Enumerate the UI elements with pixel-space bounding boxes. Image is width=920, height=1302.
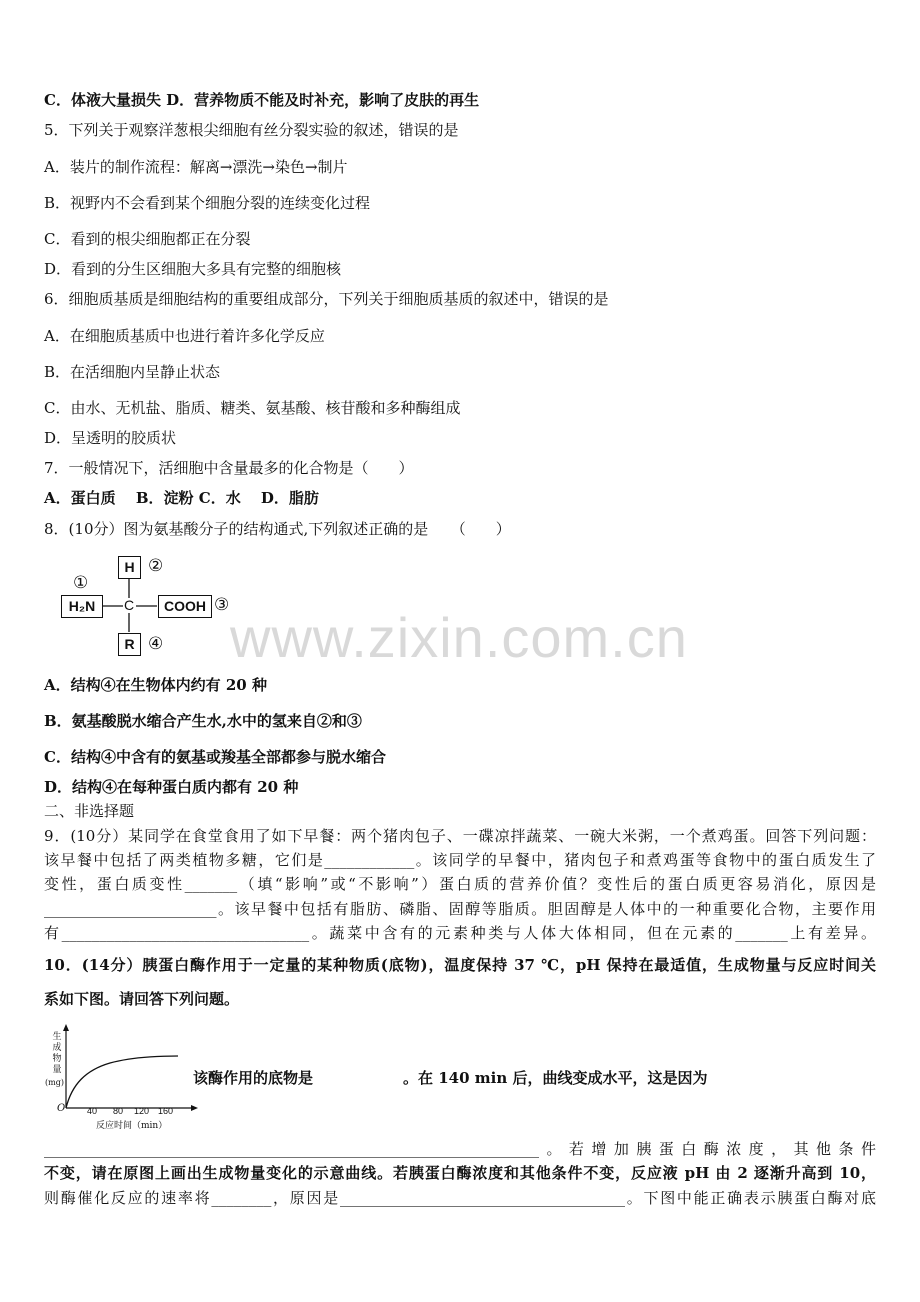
q9-line-2: 该早餐中包括了两类植物多糖，它们是____________。该同学的早餐中，猪肉包子和煮鸡蛋等食物中的蛋白质发生了 [44,851,876,869]
q9-line-4: _______________________。该早餐中包括有脂肪、磷脂、固醇等脂质。胆固醇是人体中的一种重要化合物，主要作用 [44,900,876,918]
amino-group-box: H₂N [61,595,103,618]
q6-option-a: A．在细胞质基质中也进行着许多化学反应 [44,327,325,345]
q6-option-c: C．由水、无机盐、脂质、糖类、氨基酸、核苷酸和多种酶组成 [44,399,461,417]
x-tick: 80 [113,1106,124,1116]
question-8: 8．(10分）图为氨基酸分子的结构通式,下列叙述正确的是 （ ） [44,520,511,538]
q10-line-2: 系如下图。请回答下列问题。 [44,990,240,1008]
q10-inline-text: 该酶作用的底物是 。在 140 min 后，曲线变成水平，这是因为 [193,1069,708,1087]
q6-option-b: B．在活细胞内呈静止状态 [44,363,221,381]
x-tick: 160 [158,1106,174,1116]
q8-option-b: B．氨基酸脱水缩合产生水,水中的氢来自②和③ [44,712,362,730]
question-7: 7．一般情况下，活细胞中含量最多的化合物是（ ） [44,459,414,477]
question-5: 5．下列关于观察洋葱根尖细胞有丝分裂实验的叙述，错误的是 [44,121,459,139]
q8-option-a: A．结构④在生物体内约有 20 种 [44,676,267,694]
q9-line-5: 有_________________________________。蔬菜中含有的元素种类与人体大体相同，但在元素的_______上有差异。 [44,924,876,942]
q5-option-b: B．视野内不会看到某个细胞分裂的连续变化过程 [44,194,371,212]
ylabel-char: 生 [52,1032,62,1042]
label-2: ② [148,556,164,576]
label-4: ④ [148,634,164,654]
x-tick: 40 [87,1106,98,1116]
q8-option-d: D．结构④在每种蛋白质内都有 20 种 [44,778,299,796]
x-tick: 120 [134,1106,150,1116]
graph-origin: O [57,1103,66,1114]
q5-option-d: D．看到的分生区细胞大多具有完整的细胞核 [44,260,342,278]
ylabel-char: 量 [52,1065,62,1075]
ylabel-char: 物 [52,1054,62,1064]
q4-options-cd: C．体液大量损失 D．营养物质不能及时补充，影响了皮肤的再生 [44,91,480,109]
label-1: ① [73,573,89,593]
q10-line-1: 10．(14分）胰蛋白酶作用于一定量的某种物质(底物)，温度保持 37 ℃，pH 保持在最适值，生成物量与反应时间关 [44,956,876,974]
hydrogen-box: H [118,556,141,579]
q9-line-3: 变性，蛋白质变性_______（填“影响”或“不影响”）蛋白质的营养价值？变性后的蛋白质更容易消化，原因是 [44,875,876,893]
q9-line-1: 9．(10分）某同学在食堂食用了如下早餐：两个猪肉包子、一碟凉拌蔬菜、一碗大米粥，一个煮鸡蛋。回答下列问题： [44,827,876,845]
q7-options: A．蛋白质 B．淀粉 C．水 D．脂肪 [44,489,319,507]
q8-option-c: C．结构④中含有的氨基或羧基全部都参与脱水缩合 [44,748,386,766]
q10-line-4: 不变，请在原图上画出生成物量变化的示意曲线。若胰蛋白酶浓度和其他条件不变，反应液 pH 由 2 逐渐升高到 10， [44,1164,876,1182]
ylabel-char: 成 [52,1043,62,1053]
graph-yunit: (mg) [45,1078,64,1087]
label-3: ③ [214,595,230,615]
r-group-box: R [118,633,141,656]
q6-option-d: D．呈透明的胶质状 [44,429,177,447]
q5-option-a: A．装片的制作流程：解离→漂洗→染色→制片 [44,158,348,176]
graph-ylabel [50,1032,64,1076]
watermark: www.zixin.com.cn [230,606,688,669]
graph-xlabel: 反应时间（min） [96,1121,168,1131]
q10-line-5: 则酶催化反应的速率将________，原因是______________________________________。下图中能正确表示胰蛋白酶对底 [44,1189,876,1207]
q10-line-3: __________________________________________________________________。若增加胰蛋白酶浓度，其他条件 [44,1140,876,1158]
question-6: 6．细胞质基质是细胞结构的重要组成部分，下列关于细胞质基质的叙述中，错误的是 [44,290,609,308]
carboxyl-group-box: COOH [158,595,212,618]
q5-option-c: C．看到的根尖细胞都正在分裂 [44,230,251,248]
central-carbon: C [124,597,135,613]
section-heading: 二、非选择题 [44,802,135,820]
